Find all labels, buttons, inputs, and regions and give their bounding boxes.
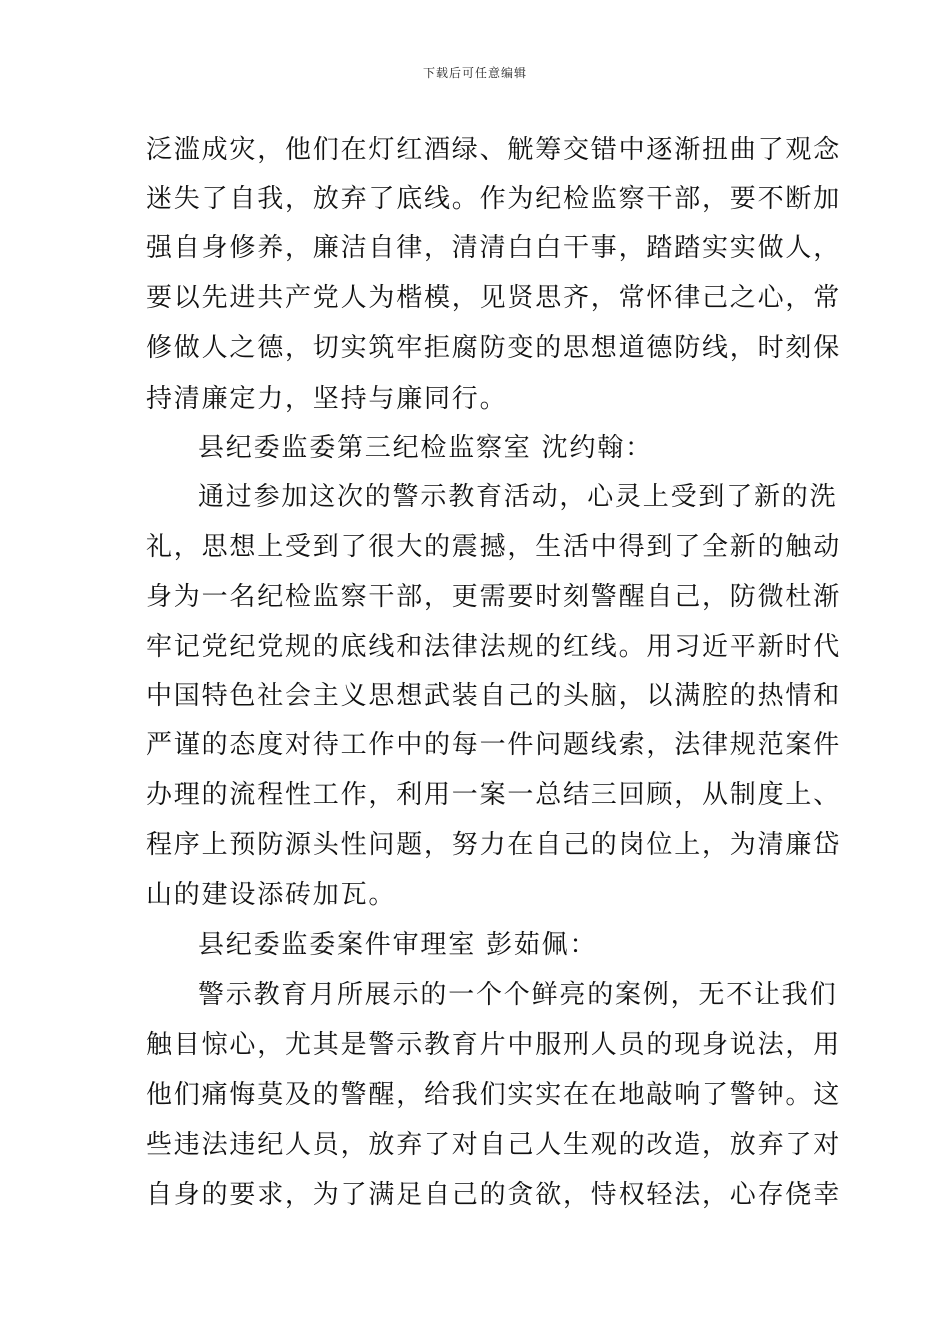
text-line: 山的建设添砖加瓦。 [146,880,397,910]
text-line: 些违法违纪人员，放弃了对自己人生观的改造，放弃了对 [146,1130,842,1160]
text-line: 他们痛悔莫及的警醒，给我们实实在在地敲响了警钟。这 [146,1080,842,1110]
author-heading: 县纪委监委案件审理室 彭茹佩： [198,930,598,960]
text-line: 身为一名纪检监察干部，更需要时刻警醒自己，防微杜渐 [146,582,842,612]
text-line: 修做人之德，切实筑牢拒腐防变的思想道德防线，时刻保 [146,333,842,363]
text-line: 办理的流程性工作，利用一案一总结三回顾，从制度上、 [146,780,842,810]
text-line: 通过参加这次的警示教育活动，心灵上受到了新的洗 [198,482,838,512]
text-line: 严谨的态度对待工作中的每一件问题线索，法律规范案件 [146,730,842,760]
text-line: 程序上预防源头性问题，努力在自己的岗位上，为清廉岱 [146,830,842,860]
text-line: 持清廉定力，坚持与廉同行。 [146,384,508,414]
text-line: 泛滥成灾，他们在灯红酒绿、觥筹交错中逐渐扭曲了观念 [146,135,842,165]
text-line: 触目惊心，尤其是警示教育片中服刑人员的现身说法，用 [146,1030,842,1060]
text-line: 礼，思想上受到了很大的震撼，生活中得到了全新的触动 [146,532,842,562]
text-line: 要以先进共产党人为楷模，见贤思齐，常怀律己之心，常 [146,283,842,313]
text-line: 牢记党纪党规的底线和法律法规的红线。用习近平新时代 [146,632,842,662]
author-heading: 县纪委监委第三纪检监察室 沈约翰： [198,433,653,463]
text-line: 中国特色社会主义思想武装自己的头脑，以满腔的热情和 [146,681,842,711]
page-header: 下载后可任意编辑 [422,66,527,80]
text-line: 自身的要求，为了满足自己的贪欲，恃权轻法，心存侥幸 [146,1180,842,1210]
text-line: 强自身修养，廉洁自律，清清白白干事，踏踏实实做人， [146,233,842,263]
text-line: 警示教育月所展示的一个个鲜亮的案例，无不让我们 [198,980,838,1010]
text-line: 迷失了自我，放弃了底线。作为纪检监察干部，要不断加 [146,184,842,214]
